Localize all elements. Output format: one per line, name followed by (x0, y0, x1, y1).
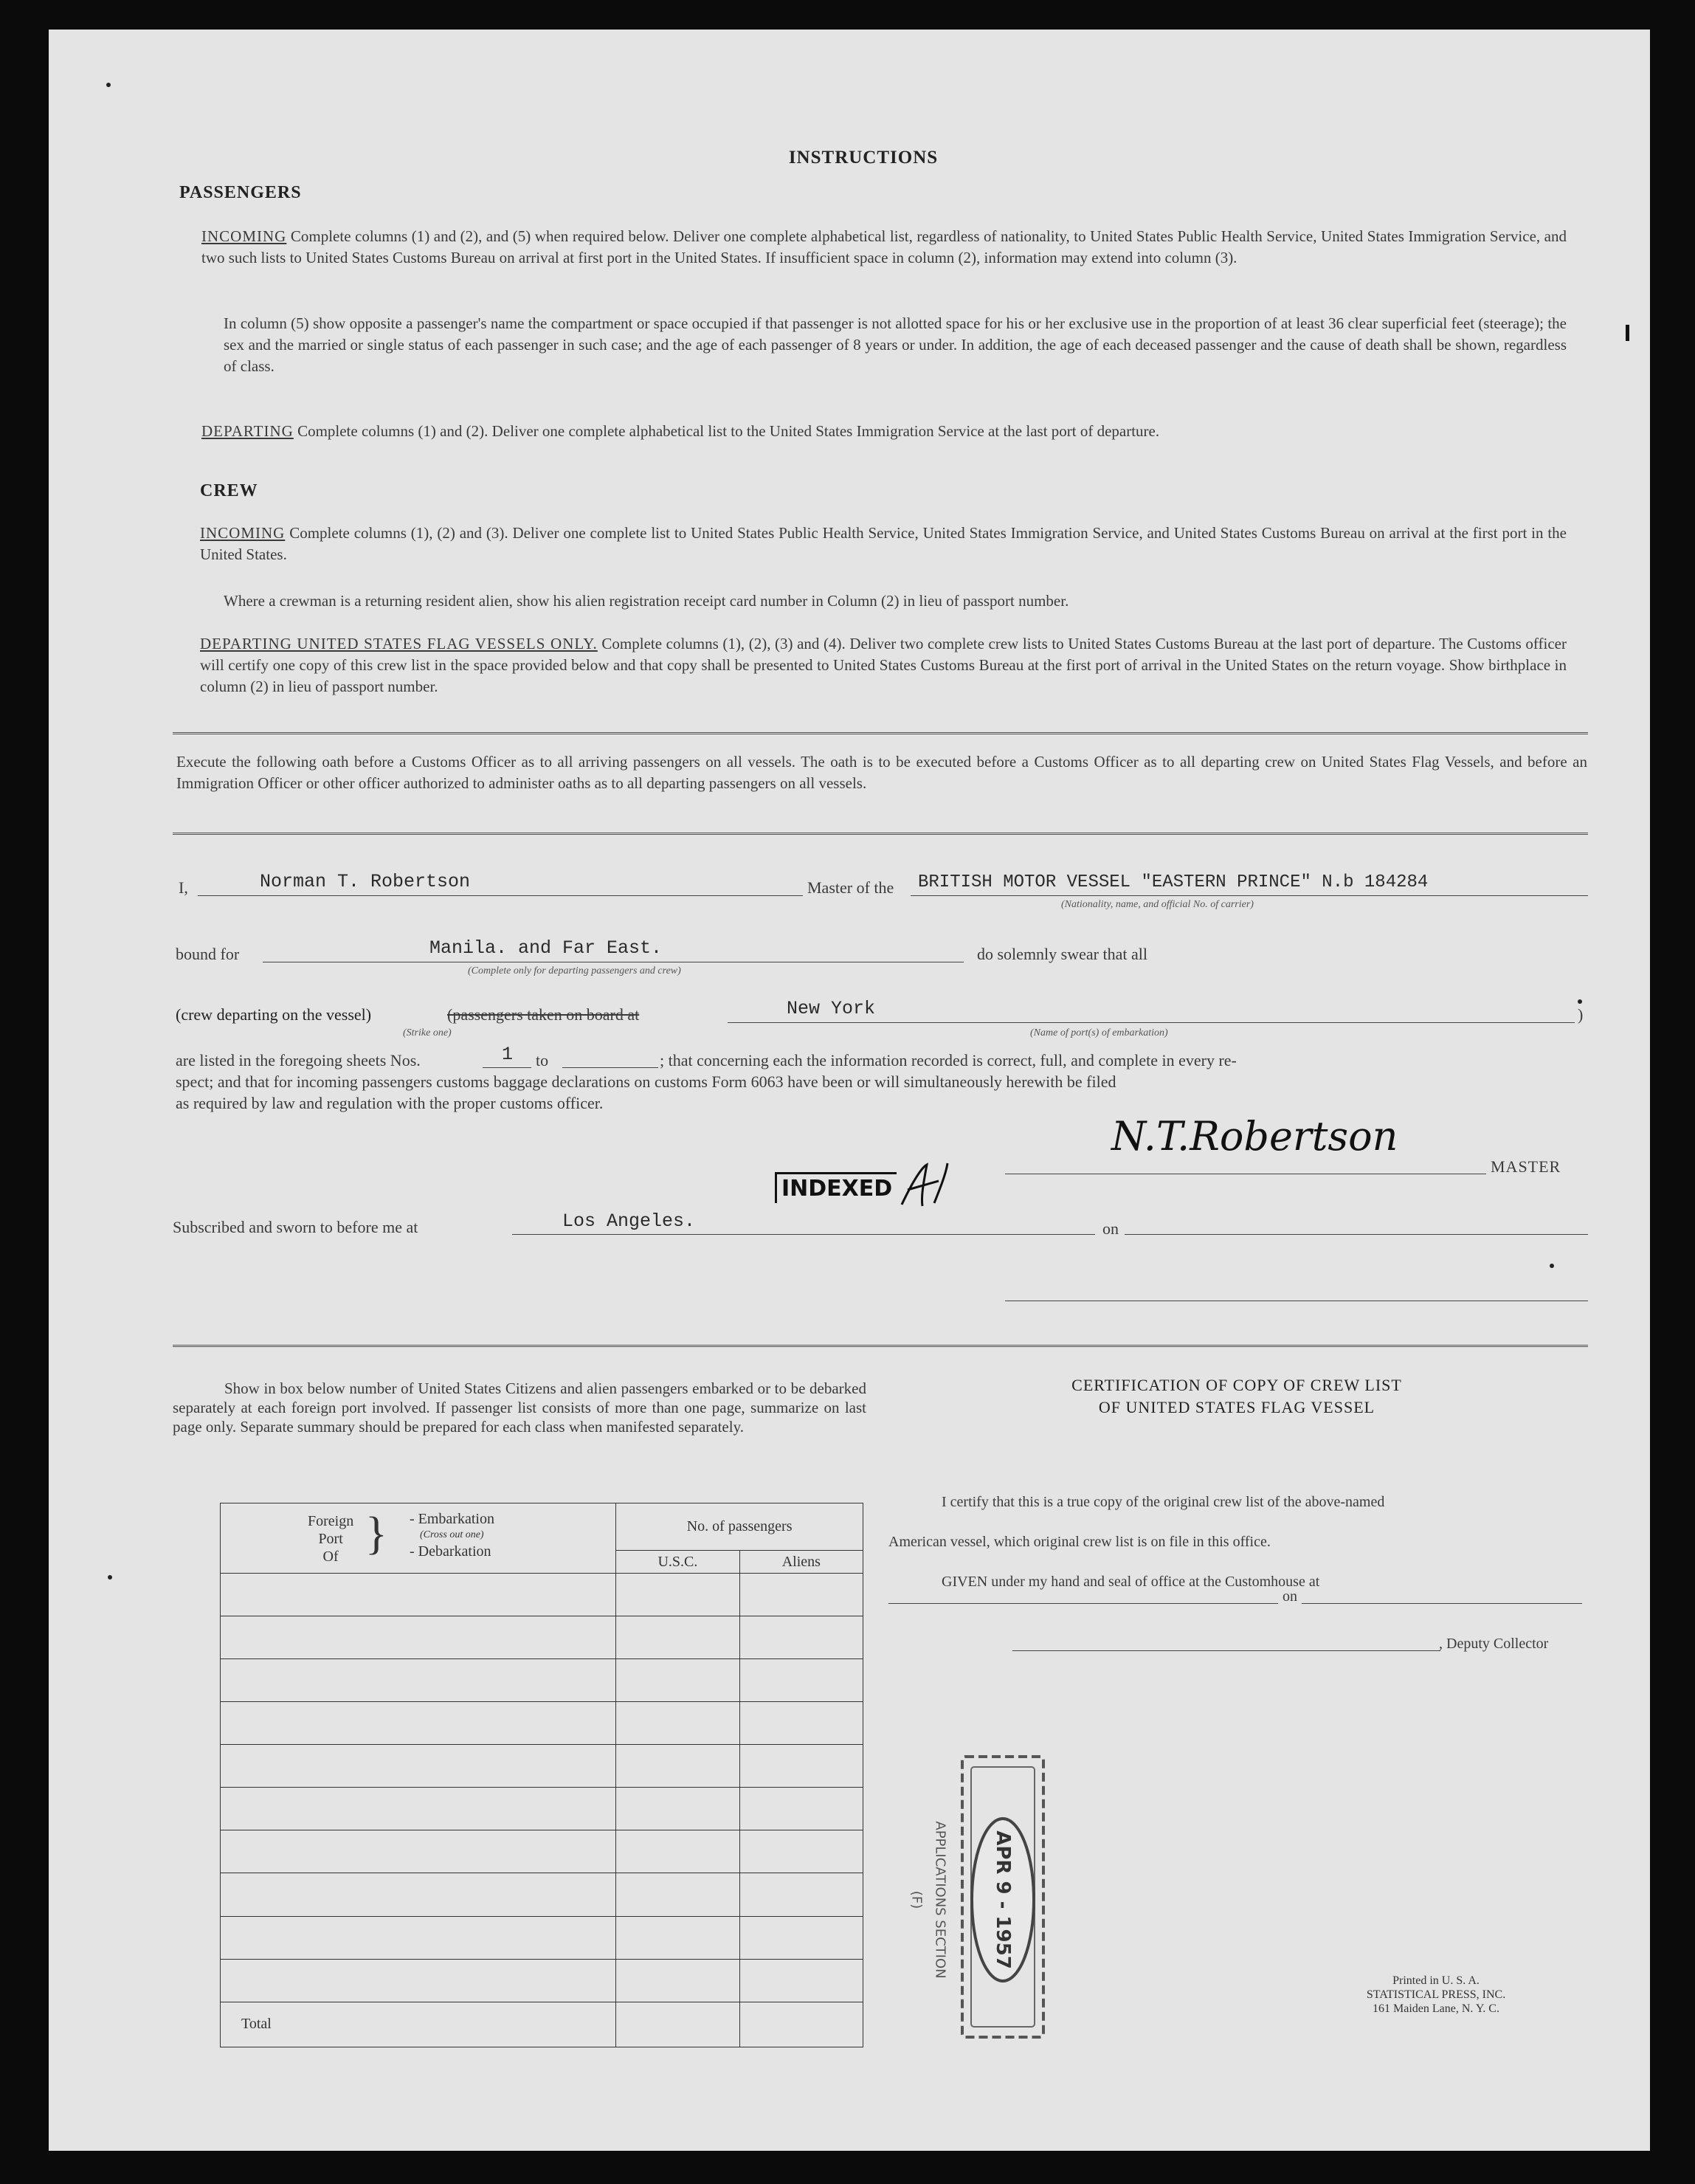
bound-for-caption: (Complete only for departing passengers and crew) (468, 965, 681, 976)
scan-speck (108, 1575, 112, 1580)
brace-glyph: } (365, 1509, 387, 1559)
certification-title-line-2: OF UNITED STATES FLAG VESSEL (1098, 1398, 1375, 1416)
certification-text-3: GIVEN under my hand and seal of office at the Customhouse at (942, 1574, 1320, 1590)
indexed-stamp: INDEXED (775, 1172, 897, 1203)
passengers-departing-lead: DEPARTING (201, 422, 294, 440)
passenger-summary-table (220, 1503, 863, 2047)
table-row (221, 1658, 863, 1701)
instructions-title: INSTRUCTIONS (788, 148, 939, 168)
close-paren: ) (1578, 1005, 1584, 1024)
crew-departing-paragraph (200, 633, 1567, 697)
printer-line-1: Printed in U. S. A. (1392, 1974, 1480, 1987)
printer-line-2: STATISTICAL PRESS, INC. (1366, 1988, 1506, 2001)
oath-intro-paragraph: Execute the following oath before a Customs Officer as to all arriving passengers on all vessels. The oath is to be executed before a Customs Officer as to all departing crew on United States Flag Vessels, and before an Immigration Officer or other officer authorized to administer oaths as to all departing passengers on all vessels. (176, 753, 1587, 792)
master-signature: N.T.Robertson (1111, 1113, 1398, 1160)
no-passengers-header: No. of passengers (616, 1503, 863, 1551)
table-row (221, 1745, 863, 1788)
swear-label: do solemnly swear that all (977, 945, 1147, 963)
scan-speck (106, 83, 111, 87)
crew-heading: CREW (200, 481, 258, 500)
sheets-to-line (562, 1067, 658, 1068)
certification-on-label: on (1283, 1588, 1297, 1605)
certification-text-1: I certify that this is a true copy of the original crew list of the above-named (942, 1494, 1385, 1510)
crew-departing-option: (crew departing on the vessel) (176, 1005, 372, 1024)
table-row (221, 1873, 863, 1916)
passengers-departing-paragraph (201, 421, 1567, 442)
lower-divider (173, 1345, 1588, 1349)
subscribed-on-label: on (1102, 1219, 1119, 1238)
oath-divider (173, 833, 1588, 837)
bound-for-label: bound for (176, 945, 240, 963)
of-label: Of (322, 1549, 339, 1565)
certification-date-line (1302, 1603, 1582, 1604)
indexed-initial-mark (894, 1159, 953, 1210)
printer-info (1303, 1974, 1569, 2016)
received-stamp (903, 1752, 1102, 2047)
table-row (221, 1959, 863, 2002)
crew-resident-paragraph: Where a crewman is a returning resident alien, show his alien registration receipt card number in Column (2) in lieu of passport number. (224, 592, 1069, 610)
passengers-incoming-paragraph (201, 226, 1567, 269)
vessel-value: BRITISH MOTOR VESSEL "EASTERN PRINCE" N.b 184284 (918, 872, 1429, 892)
deputy-collector-label: , Deputy Collector (1439, 1636, 1549, 1652)
passengers-departing-text: Complete columns (1) and (2). Deliver one complete alphabetical list to the United States Immigration Service at the last port of departure. (297, 422, 1160, 440)
debarkation-label: - Debarkation (410, 1543, 491, 1560)
port-line (728, 1022, 1575, 1023)
certification-place-line (888, 1603, 1278, 1604)
scan-speck (1578, 999, 1582, 1004)
table-row (221, 1830, 863, 1873)
oath-rest-2: spect; and that for incoming passengers customs baggage declarations on customs Form 6063 have been or will simultaneously herewith be filed (176, 1072, 1116, 1091)
deputy-signature-line (1012, 1650, 1440, 1651)
received-stamp-code: (F) (908, 1890, 925, 1909)
sheets-to-label: to (536, 1051, 549, 1069)
oath-rest-3: as required by law and regulation with the proper customs officer. (176, 1094, 604, 1112)
table-row (221, 1702, 863, 1745)
section-divider (173, 732, 1588, 737)
strike-caption: (Strike one) (403, 1027, 452, 1038)
embarkation-label: - Embarkation (410, 1511, 494, 1527)
aliens-header: Aliens (739, 1551, 863, 1574)
crew-departing-lead: DEPARTING UNITED STATES FLAG VESSELS ONLY. (200, 635, 598, 652)
master-of-label: Master of the (807, 878, 894, 897)
crew-incoming-text: Complete columns (1), (2) and (3). Deliver one complete list to United States Public Health Service, United States Immigration Service, and United States Customs Bureau on arrival at the first port in the United States. (200, 524, 1567, 563)
passengers-heading: PASSENGERS (179, 183, 302, 202)
sheets-label: are listed in the foregoing sheets Nos. (176, 1051, 421, 1069)
table-row (221, 1788, 863, 1830)
usc-header: U.S.C. (616, 1551, 739, 1574)
passengers-incoming-lead: INCOMING (201, 227, 287, 245)
certification-text-2: American vessel, which original crew list is on file in this office. (888, 1534, 1271, 1550)
port-caption: (Name of port(s) of embarkation) (1030, 1027, 1168, 1038)
summary-instructions: Show in box below number of United States Citizens and alien passengers embarked or to be debarked separately at each foreign port involved. If passenger list consists of more than one page, summarize on last page only. Separate summary should be prepared for each class when manifested separately. (173, 1379, 866, 1436)
received-stamp-section: APPLICATIONS SECTION (932, 1821, 948, 1979)
bound-for-value: Manila. and Far East. (429, 937, 663, 959)
table-row (221, 1616, 863, 1658)
certification-title (971, 1374, 1502, 1419)
crew-departing-text: Complete columns (1), (2), (3) and (4). Deliver two complete crew lists to United States Customs Bureau at the last port of departure. The Customs officer will certify one copy of this crew list in the space provided below and that copy shall be presented to United States Customs Bureau at the first port of arrival in the United States on the return voyage. Show birthplace in column (2) in lieu of passport number. (200, 635, 1567, 695)
subscribed-place-line (512, 1234, 1095, 1235)
certification-title-line-1: CERTIFICATION OF COPY OF CREW LIST (1071, 1376, 1402, 1394)
oath-rest-1: ; that concerning each the information recorded is correct, full, and complete in every re- (660, 1051, 1237, 1069)
vessel-line (911, 895, 1588, 896)
table-row (221, 1916, 863, 1959)
subscribed-label: Subscribed and sworn to before me at (173, 1218, 418, 1236)
port-label: Port (318, 1531, 343, 1547)
passengers-incoming-text: Complete columns (1) and (2), and (5) when required below. Deliver one complete alphabetical list, regardless of nationality, to United States Public Health Service, United States Immigration Service, and two such lists to United States Customs Bureau on arrival at first port in the United States. If insufficient space in column (2), information may extend into column (3). (201, 227, 1567, 266)
subscribed-place-value: Los Angeles. (562, 1210, 696, 1232)
master-label: MASTER (1491, 1157, 1561, 1176)
crew-incoming-lead: INCOMING (200, 524, 286, 542)
printer-line-3: 161 Maiden Lane, N. Y. C. (1373, 2002, 1499, 2015)
sheets-from-line (483, 1067, 531, 1068)
passengers-struck-option: (passengers taken on board at (447, 1005, 640, 1024)
table-row (221, 1573, 863, 1616)
crew-incoming-paragraph (200, 523, 1567, 565)
port-value: New York (787, 998, 876, 1019)
subscribed-date-line (1125, 1234, 1588, 1235)
cross-out-caption: (Cross out one) (420, 1529, 484, 1540)
received-stamp-date: APR 9 - 1957 (992, 1830, 1014, 1969)
oath-i-label: I, (179, 878, 188, 897)
foreign-label: Foreign (308, 1513, 354, 1529)
master-name-value: Norman T. Robertson (260, 871, 471, 892)
passengers-column5-paragraph: In column (5) show opposite a passenger's name the compartment or space occupied if that passenger is not allotted space for his or her exclusive use in the proportion of at least 36 clear superficial feet (steerage); the sex and the married or single status of each passenger in such case; and the age of each passenger of 8 years or under. In addition, the age of each deceased passenger and the cause of death shall be shown, regardless of class. (224, 314, 1567, 375)
foreign-port-header (221, 1503, 616, 1574)
master-name-line (198, 895, 803, 896)
sheets-from-value: 1 (502, 1044, 514, 1065)
scan-speck (1550, 1264, 1554, 1268)
vessel-caption: (Nationality, name, and official No. of carrier) (1061, 899, 1254, 910)
total-label: Total (221, 2002, 616, 2047)
scan-mark (1626, 325, 1629, 341)
total-row (221, 2002, 863, 2047)
document-page (49, 30, 1650, 2151)
